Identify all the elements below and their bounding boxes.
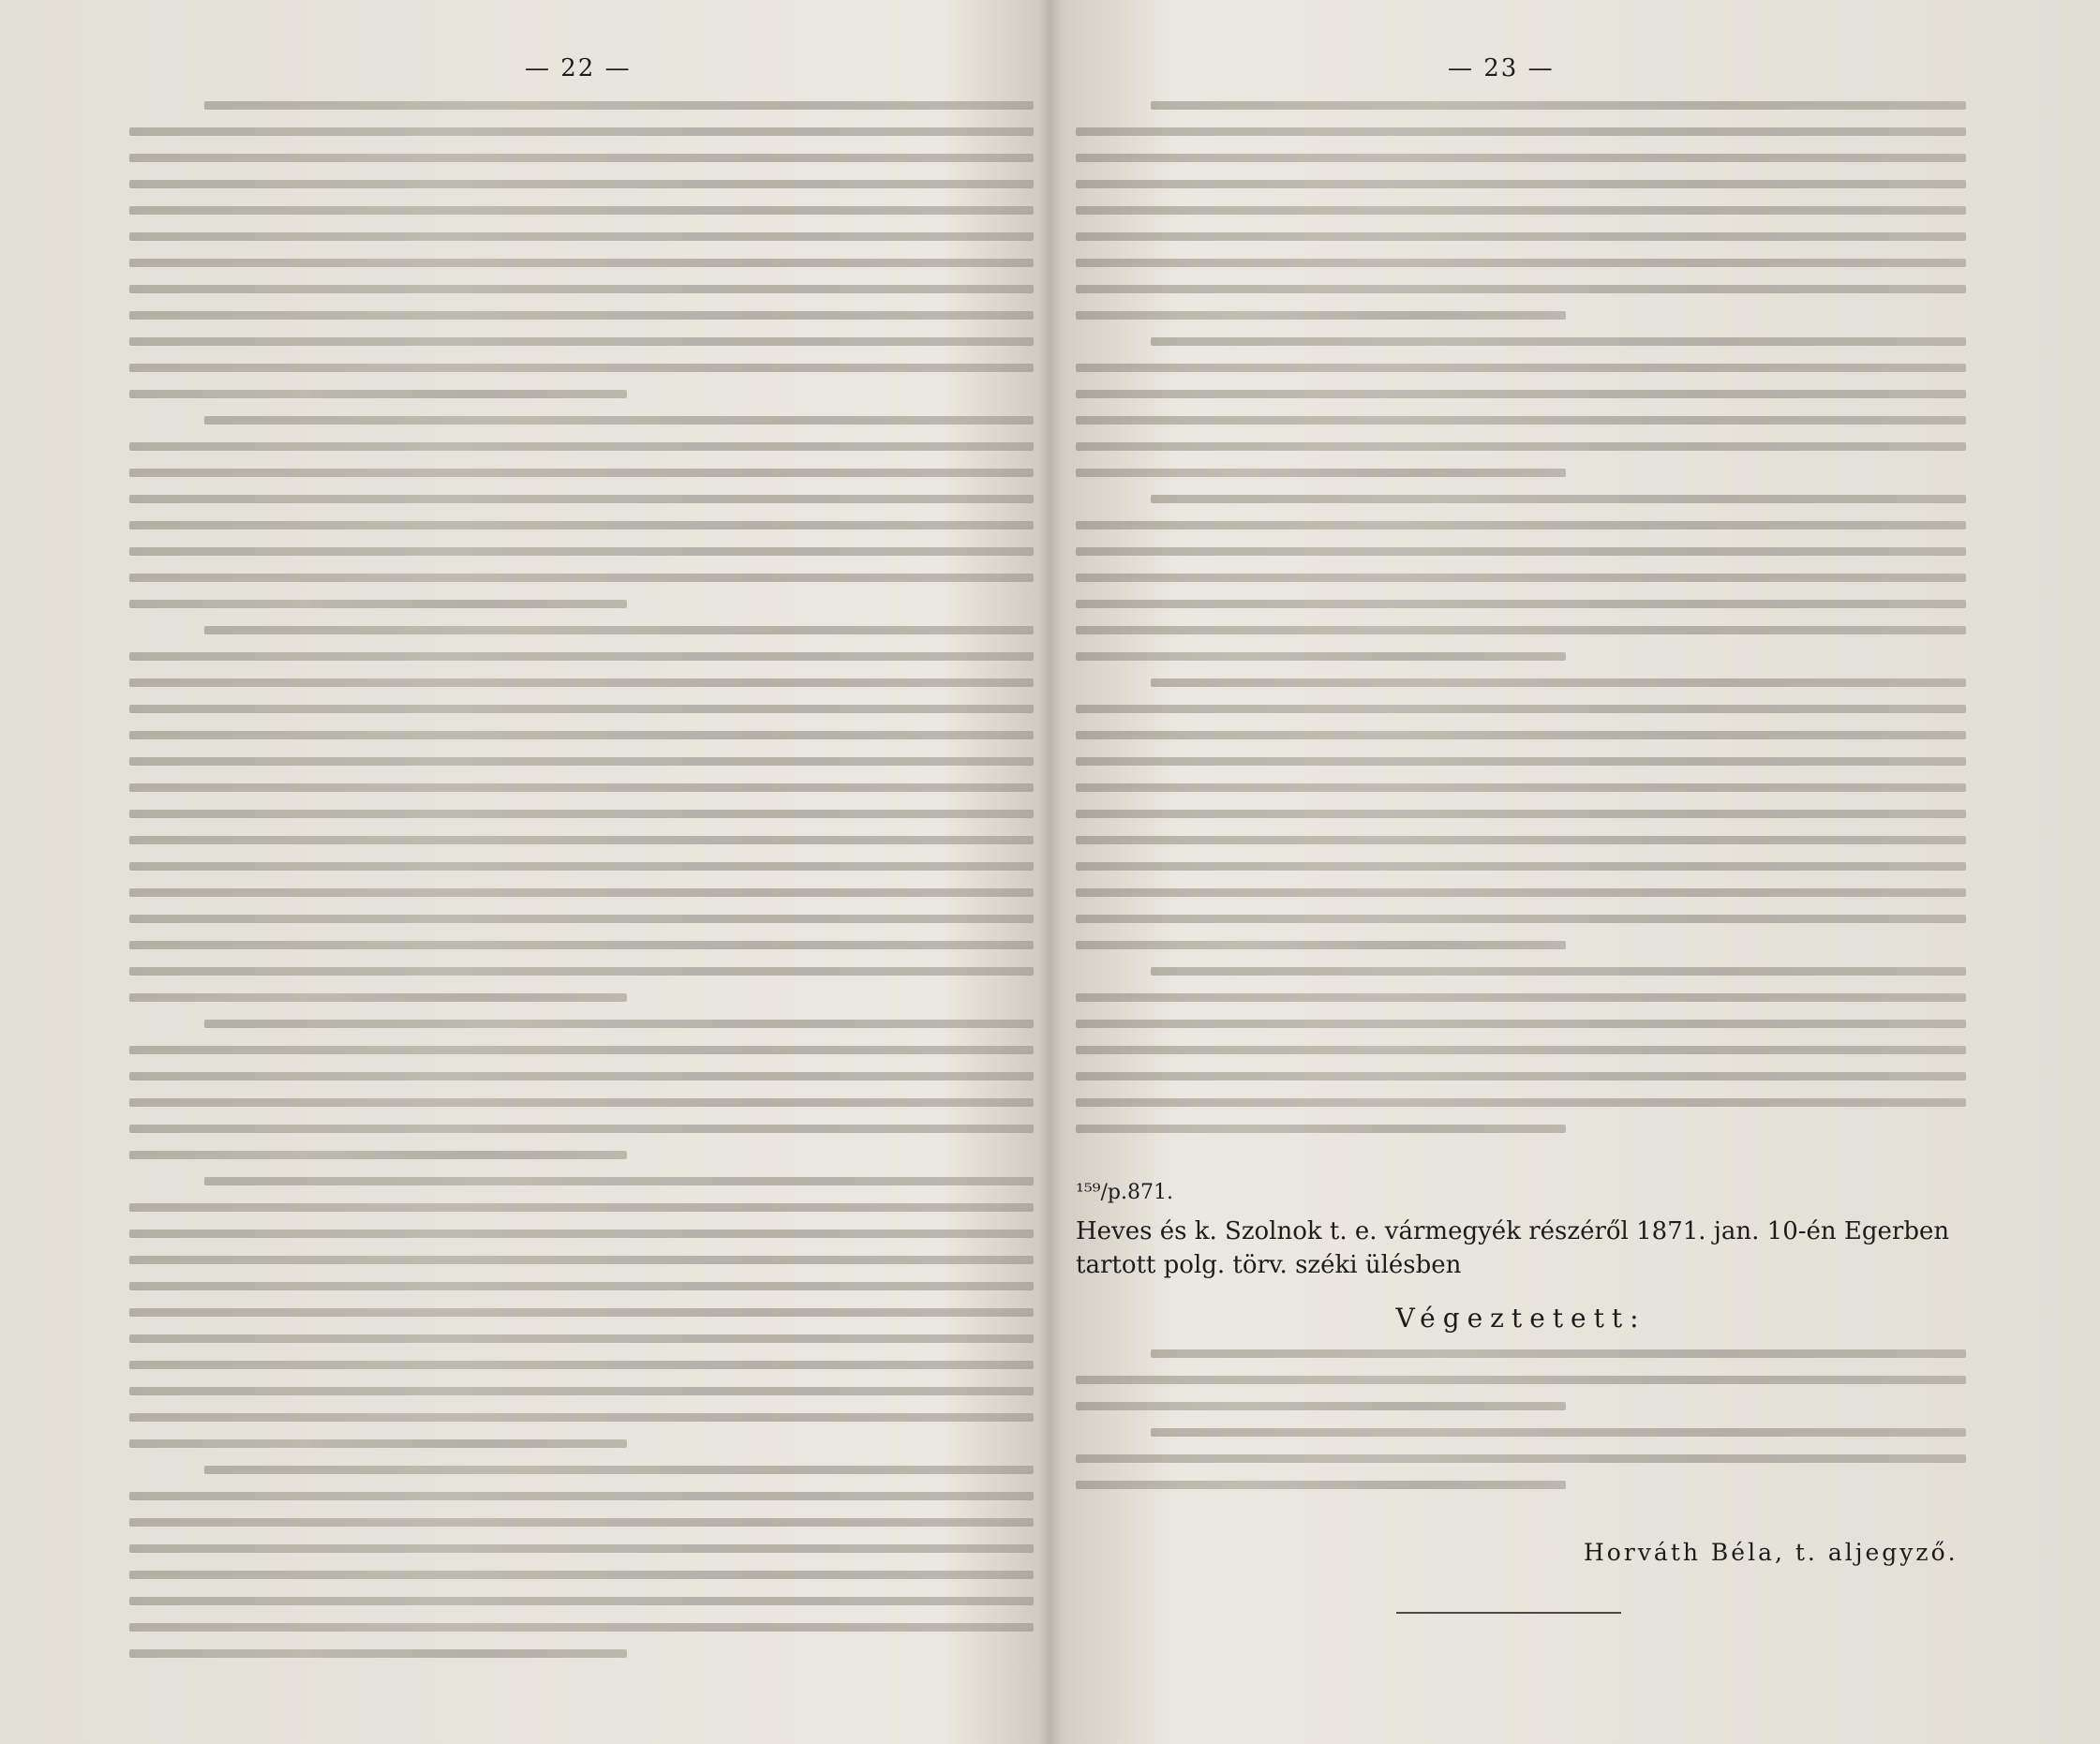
text-line	[129, 731, 1034, 739]
text-line	[129, 600, 627, 608]
text-line	[129, 1413, 1034, 1422]
text-line	[1076, 469, 1566, 477]
text-line	[129, 1125, 1034, 1133]
text-line	[1076, 626, 1966, 634]
text-line	[1151, 495, 1966, 503]
text-line	[129, 1361, 1034, 1369]
text-line	[129, 311, 1034, 320]
text-line	[1076, 757, 1966, 766]
text-line	[204, 101, 1034, 110]
text-line	[1076, 206, 1966, 215]
text-line	[129, 652, 1034, 661]
text-line	[1076, 783, 1966, 792]
text-line	[129, 206, 1034, 215]
text-line	[204, 626, 1034, 634]
text-line	[1076, 836, 1966, 844]
text-line	[1151, 1349, 1966, 1358]
text-line	[1076, 232, 1966, 241]
text-line	[129, 678, 1034, 687]
text-line	[129, 1571, 1034, 1579]
text-line	[129, 127, 1034, 136]
text-line	[1076, 285, 1966, 293]
text-line	[129, 967, 1034, 976]
text-line	[1076, 311, 1566, 320]
text-line	[1076, 259, 1966, 267]
text-line	[1076, 1481, 1566, 1489]
text-line	[129, 285, 1034, 293]
closing-rule	[1396, 1612, 1621, 1614]
text-line	[129, 1151, 627, 1159]
text-line	[129, 1334, 1034, 1343]
text-line	[129, 547, 1034, 556]
text-line	[129, 1230, 1034, 1238]
text-line	[1076, 888, 1966, 897]
decree-heading: Végeztetett:	[1395, 1303, 1646, 1334]
text-line	[1076, 652, 1566, 661]
text-line	[129, 1308, 1034, 1317]
page-number: — 23 —	[1448, 54, 1555, 82]
text-line	[129, 810, 1034, 818]
text-line	[129, 993, 627, 1002]
text-line	[1076, 1072, 1966, 1081]
text-line	[129, 783, 1034, 792]
text-line	[1076, 705, 1966, 713]
text-line	[1076, 810, 1966, 818]
text-line	[129, 1492, 1034, 1500]
text-line	[1076, 915, 1966, 923]
right-page-body-text	[1076, 101, 1966, 1151]
text-line	[1076, 574, 1966, 582]
text-line	[1076, 1125, 1566, 1133]
text-line	[1076, 993, 1966, 1002]
text-line	[204, 1177, 1034, 1185]
case-reference: ¹⁵⁹/p.871.	[1076, 1181, 1173, 1204]
text-line	[1076, 547, 1966, 556]
text-line	[1076, 416, 1966, 425]
text-line	[1076, 364, 1966, 372]
text-line	[129, 1203, 1034, 1212]
text-line	[1151, 678, 1966, 687]
text-line	[1076, 442, 1966, 451]
text-line	[1076, 1454, 1966, 1463]
text-line	[129, 1046, 1034, 1054]
text-line	[129, 337, 1034, 346]
text-line	[204, 1466, 1034, 1474]
text-line	[129, 154, 1034, 162]
text-line	[1076, 390, 1966, 398]
text-line	[129, 232, 1034, 241]
text-line	[1076, 154, 1966, 162]
text-line	[129, 1597, 1034, 1605]
text-line	[1076, 862, 1966, 871]
text-line	[129, 1098, 1034, 1107]
text-line	[129, 1256, 1034, 1264]
text-line	[129, 915, 1034, 923]
text-line	[129, 1518, 1034, 1527]
text-line	[129, 495, 1034, 503]
text-line	[1076, 521, 1966, 529]
clerk-signature: Horváth Béla, t. aljegyző.	[1584, 1539, 1959, 1566]
text-line	[129, 1649, 627, 1658]
text-line	[1076, 1020, 1966, 1028]
text-line	[129, 757, 1034, 766]
text-line	[1076, 941, 1566, 949]
text-line	[129, 1623, 1034, 1632]
text-line	[1076, 127, 1966, 136]
text-line	[129, 862, 1034, 871]
text-line	[204, 416, 1034, 425]
text-line	[1076, 1046, 1966, 1054]
text-line	[129, 888, 1034, 897]
text-line	[129, 1387, 1034, 1395]
text-line	[129, 442, 1034, 451]
text-line	[1076, 1098, 1966, 1107]
text-line	[129, 836, 1034, 844]
text-line	[129, 1282, 1034, 1290]
text-line	[129, 941, 1034, 949]
text-line	[1151, 337, 1966, 346]
text-line	[129, 1072, 1034, 1081]
text-line	[129, 521, 1034, 529]
court-session-heading: Heves és k. Szolnok t. e. vármegyék részéről 1871. jan. 10-én Egerben tartott polg. törv. széki ülésben	[1076, 1217, 1950, 1279]
text-line	[1076, 1402, 1566, 1410]
text-line	[129, 469, 1034, 477]
text-line	[129, 1439, 627, 1448]
left-page-body-text	[129, 101, 1034, 1694]
text-line	[129, 364, 1034, 372]
text-line	[1076, 1376, 1966, 1384]
text-line	[1076, 731, 1966, 739]
text-line	[1151, 1428, 1966, 1437]
text-line	[129, 574, 1034, 582]
text-line	[129, 180, 1034, 188]
text-line	[1076, 600, 1966, 608]
text-line	[129, 390, 627, 398]
text-line	[129, 1544, 1034, 1553]
text-line	[204, 1020, 1034, 1028]
text-line	[1151, 101, 1966, 110]
text-line	[1151, 967, 1966, 976]
page-number: — 22 —	[525, 54, 632, 82]
text-line	[1076, 180, 1966, 188]
text-line	[129, 705, 1034, 713]
decree-body-text	[1076, 1349, 1966, 1507]
text-line	[129, 259, 1034, 267]
